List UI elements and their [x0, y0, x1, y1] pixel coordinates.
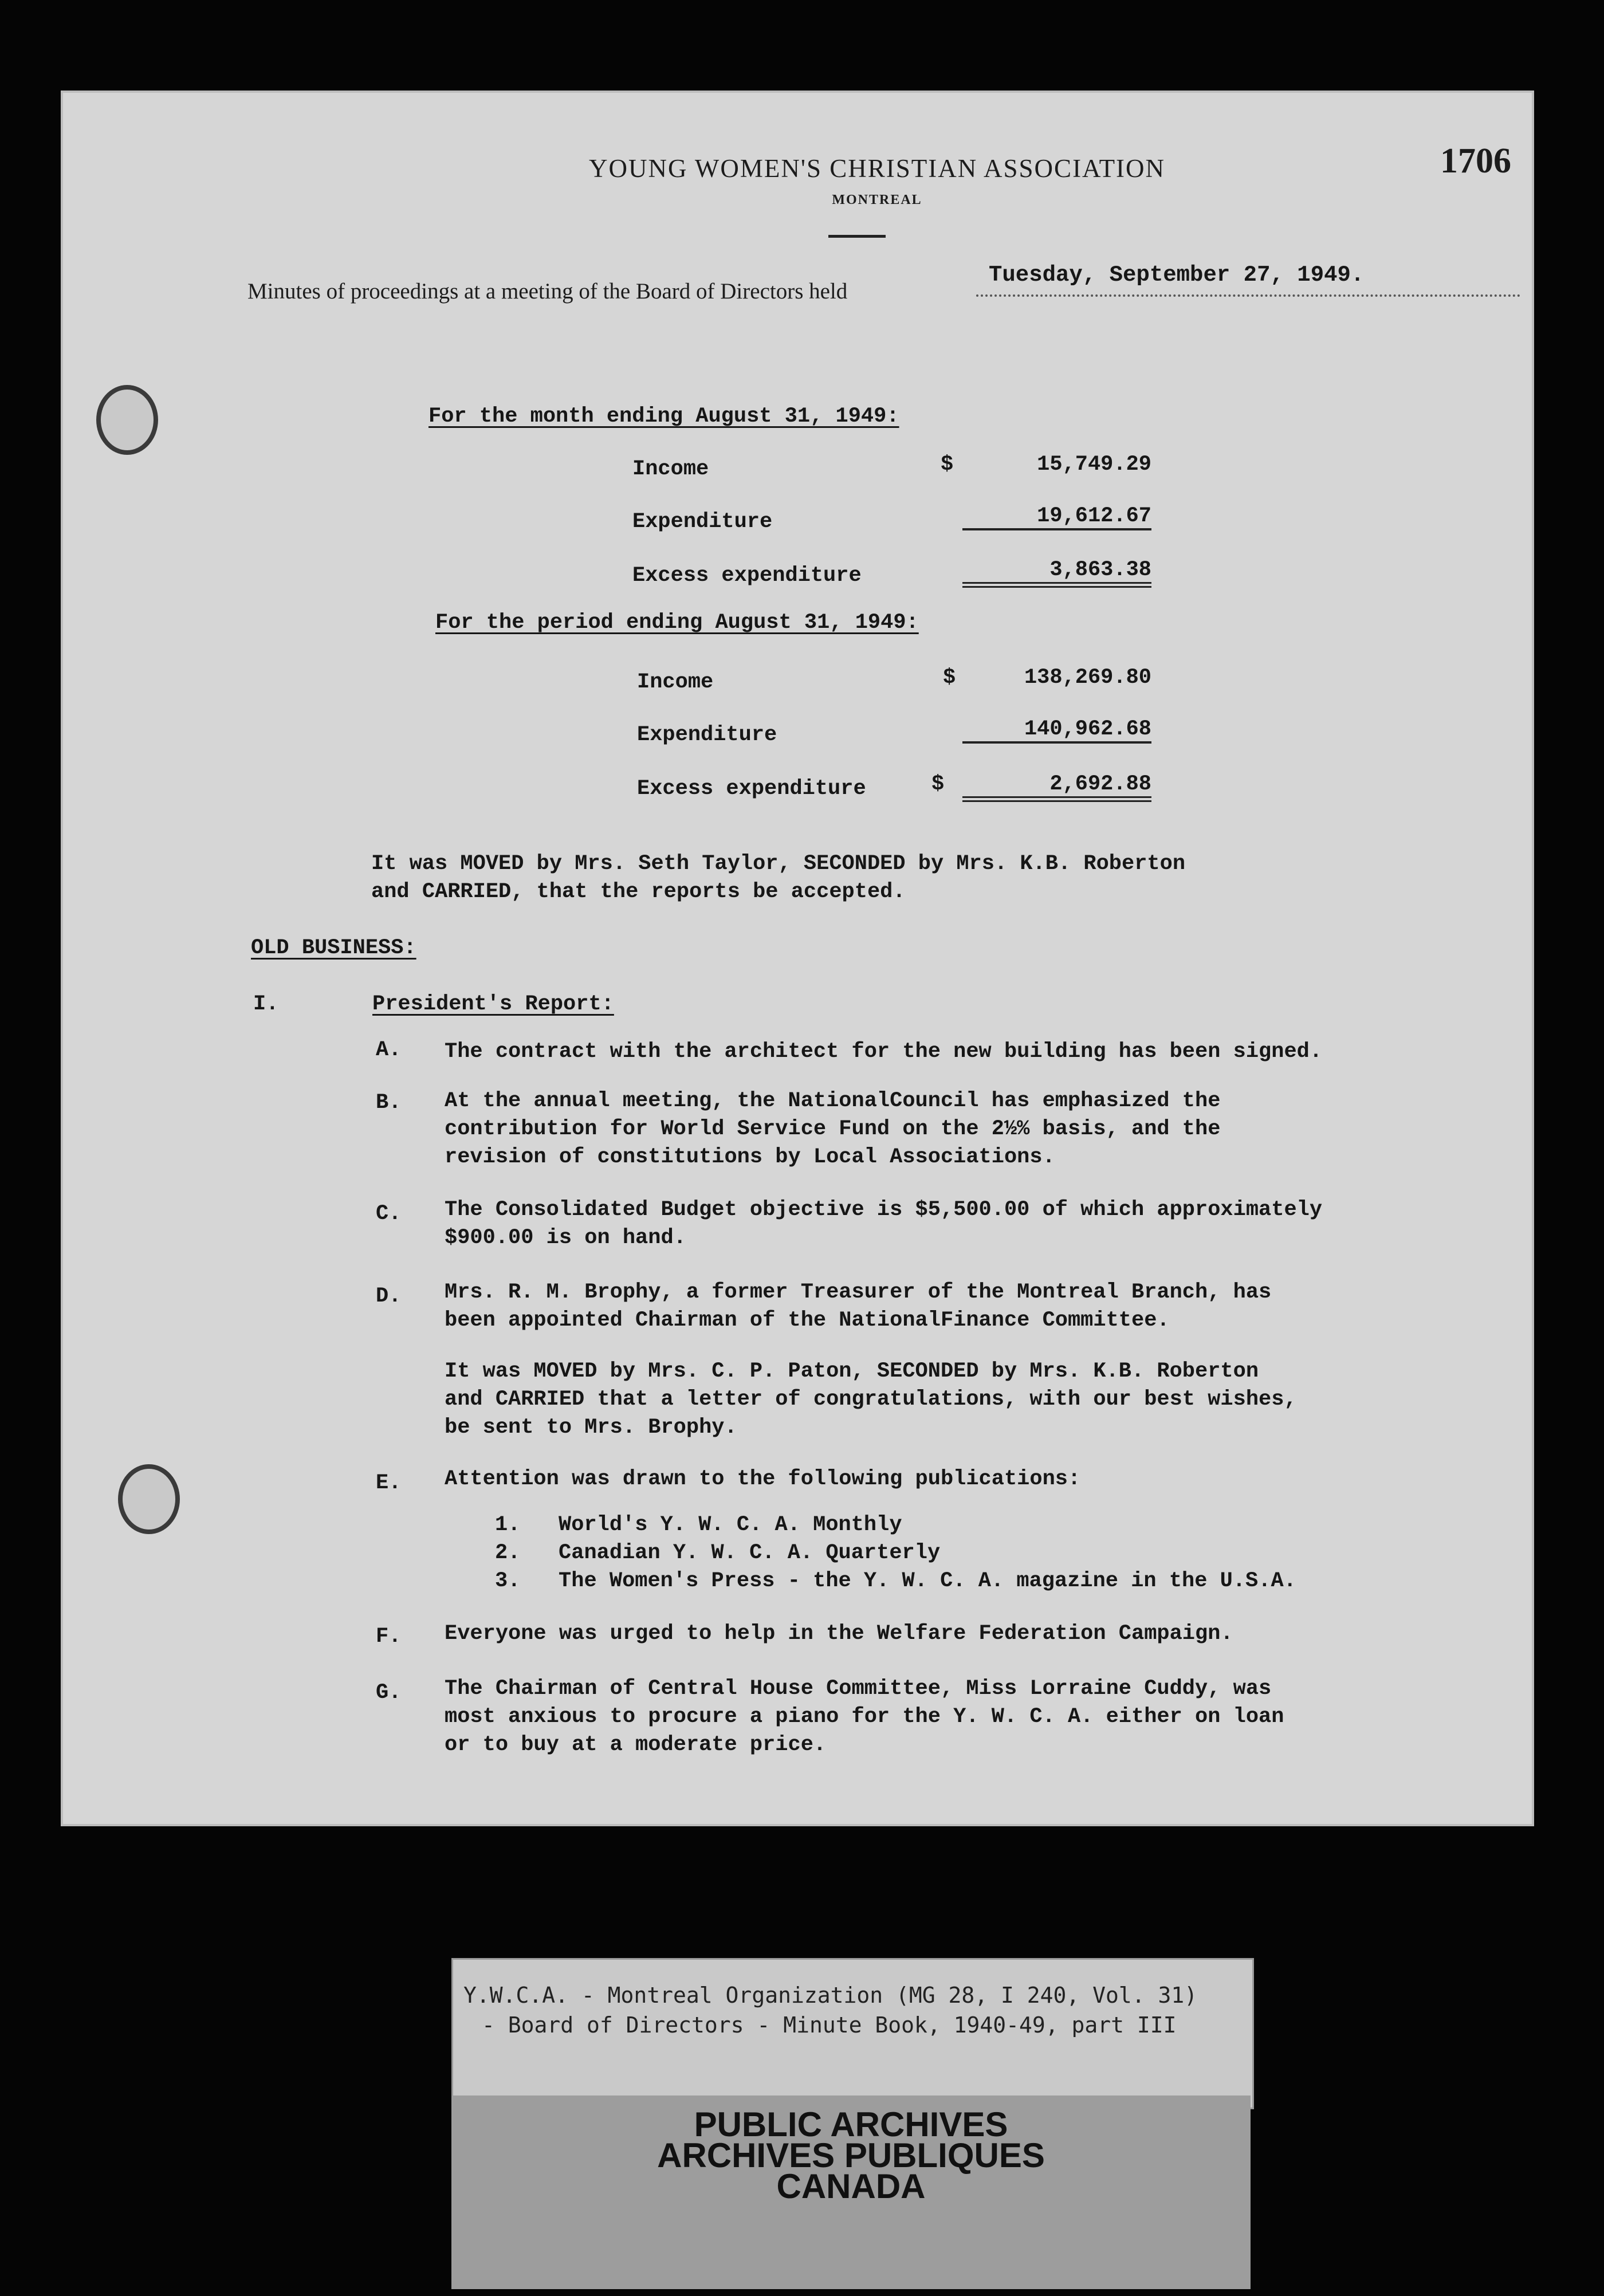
item-label-b: B. — [376, 1091, 402, 1115]
item-label-g: G. — [376, 1681, 402, 1705]
item-line: The Chairman of Central House Committee, Miss Lorraine Cuddy, was — [445, 1677, 1272, 1701]
motion-line: and CARRIED, that the reports be accepted. — [371, 880, 906, 904]
caption-line-2: - Board of Directors - Minute Book, 1940-49, part III — [482, 2012, 1177, 2038]
publication-number: 1. — [495, 1513, 521, 1537]
publication-title: Canadian Y. W. C. A. Quarterly — [559, 1541, 941, 1565]
stamp-line-3: CANADA — [776, 2167, 926, 2205]
motion-congratulations — [445, 1358, 1297, 1442]
motion-reports-accepted — [371, 850, 1185, 906]
item-line: The contract with the architect for the new building has been signed. — [445, 1040, 1323, 1064]
publication-item — [495, 1567, 1296, 1595]
item-e — [445, 1465, 1080, 1493]
caption-line-1: Y.W.C.A. - Montreal Organization (MG 28, I 240, Vol. 31) — [463, 1983, 1198, 2008]
publication-item — [495, 1511, 1296, 1539]
title-rule — [828, 235, 886, 238]
binder-hole-top — [96, 385, 158, 455]
item-line: be sent to Mrs. Brophy. — [445, 1416, 737, 1440]
item-line: Attention was drawn to the following publications: — [445, 1467, 1081, 1491]
item-c — [445, 1196, 1322, 1252]
item-line: It was MOVED by Mrs. C. P. Paton, SECONDED by Mrs. K.B. Roberton — [445, 1359, 1259, 1383]
publication-title: The Women's Press - the Y. W. C. A. magazine in the U.S.A. — [559, 1569, 1296, 1593]
month-expenditure-label: Expenditure — [632, 510, 773, 534]
item-d — [445, 1279, 1271, 1335]
item-line: The Consolidated Budget objective is $5,500.00 of which approximately — [445, 1198, 1323, 1222]
item-line: revision of constitutions by Local Associations. — [445, 1145, 1055, 1169]
item-line: and CARRIED that a letter of congratulations, with our best wishes, — [445, 1387, 1297, 1412]
item-label-a: A. — [376, 1038, 402, 1062]
period-expenditure-label: Expenditure — [637, 723, 777, 747]
publication-list — [495, 1511, 1296, 1595]
publication-number: 2. — [495, 1541, 521, 1565]
month-heading: For the month ending August 31, 1949: — [428, 404, 899, 428]
period-income-label: Income — [637, 670, 714, 694]
stamp-line-1: PUBLIC ARCHIVES — [694, 2105, 1008, 2144]
month-excess-value: 3,863.38 — [962, 558, 1151, 588]
month-excess-label: Excess expenditure — [632, 564, 862, 588]
item-line: or to buy at a moderate price. — [445, 1733, 827, 1757]
item-line: Mrs. R. M. Brophy, a former Treasurer of the Montreal Branch, has — [445, 1280, 1272, 1304]
item-label-d: D. — [376, 1284, 402, 1308]
item-line: At the annual meeting, the NationalCouncil has emphasized the — [445, 1089, 1221, 1113]
period-excess-currency: $ — [931, 772, 945, 796]
item-label-e: E. — [376, 1471, 402, 1495]
month-expenditure-value: 19,612.67 — [962, 504, 1151, 530]
item-line: contribution for World Service Fund on the 2½% basis, and the — [445, 1117, 1221, 1141]
month-income-value: 15,749.29 — [1037, 453, 1151, 477]
archive-stamp — [451, 2096, 1251, 2289]
item-line: most anxious to procure a piano for the Y. W. C. A. either on loan — [445, 1705, 1284, 1729]
month-income-label: Income — [632, 457, 709, 481]
page-number: 1706 — [1440, 141, 1511, 180]
item-f — [445, 1620, 1233, 1648]
publication-item — [495, 1539, 1296, 1567]
item-g — [445, 1675, 1284, 1759]
motion-line: It was MOVED by Mrs. Seth Taylor, SECONDED by Mrs. K.B. Roberton — [371, 852, 1186, 876]
date-dotted-line — [976, 294, 1520, 297]
month-income-currency: $ — [941, 453, 954, 477]
item-line: been appointed Chairman of the NationalFinance Committee. — [445, 1308, 1170, 1332]
period-income-currency: $ — [943, 666, 956, 690]
item-a — [445, 1038, 1322, 1066]
item-label-f: F. — [376, 1625, 402, 1649]
item-line: Everyone was urged to help in the Welfare Federation Campaign. — [445, 1622, 1233, 1646]
period-income-value: 138,269.80 — [1024, 666, 1151, 690]
document-page — [61, 91, 1534, 1826]
old-business-heading: OLD BUSINESS: — [251, 936, 416, 960]
section-number: I. — [253, 992, 279, 1016]
publication-title: World's Y. W. C. A. Monthly — [559, 1513, 902, 1537]
presidents-report-heading: President's Report: — [372, 992, 614, 1016]
minutes-heading: Minutes of proceedings at a meeting of the Board of Directors held — [247, 279, 848, 304]
meeting-date: Tuesday, September 27, 1949. — [989, 262, 1365, 288]
item-label-c: C. — [376, 1202, 402, 1226]
organization-title: YOUNG WOMEN'S CHRISTIAN ASSOCIATION — [588, 154, 1166, 183]
period-excess-value: 2,692.88 — [962, 772, 1151, 802]
city-subtitle: MONTREAL — [832, 192, 922, 207]
publication-number: 3. — [495, 1569, 521, 1593]
period-heading: For the period ending August 31, 1949: — [435, 611, 919, 635]
stamp-line-2: ARCHIVES PUBLIQUES — [657, 2136, 1045, 2175]
item-b — [445, 1087, 1220, 1171]
archive-caption-label — [451, 1958, 1254, 2109]
binder-hole-bottom — [118, 1464, 180, 1534]
item-line: $900.00 is on hand. — [445, 1226, 686, 1250]
period-excess-label: Excess expenditure — [637, 777, 866, 801]
period-expenditure-value: 140,962.68 — [962, 717, 1151, 744]
